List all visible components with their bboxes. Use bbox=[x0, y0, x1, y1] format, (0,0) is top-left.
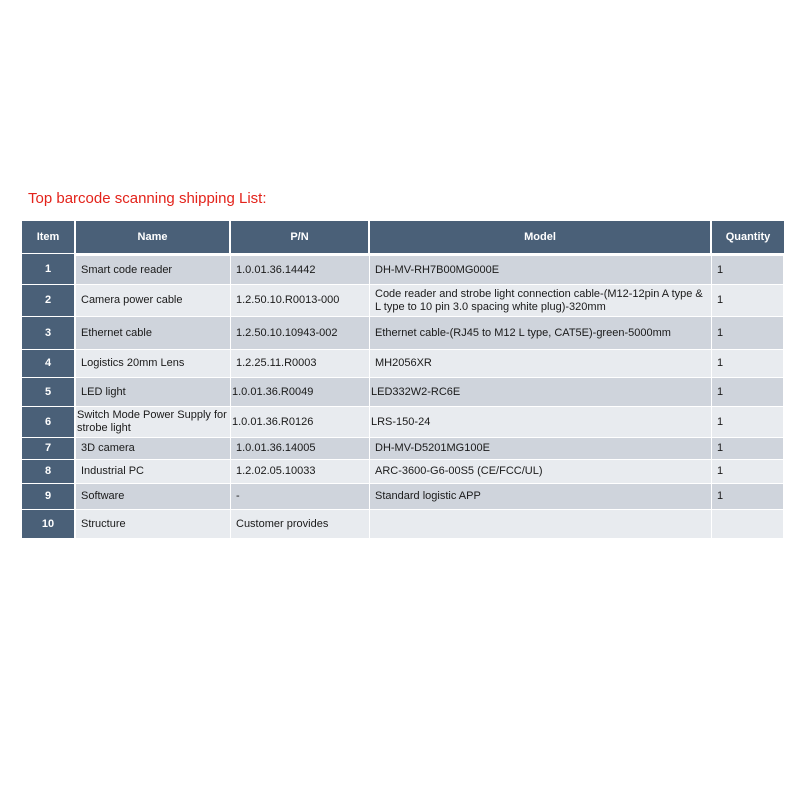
item-model: ARC-3600-G6-00S5 (CE/FCC/UL) bbox=[370, 459, 712, 483]
header-pn: P/N bbox=[231, 221, 370, 253]
item-number: 2 bbox=[22, 284, 76, 316]
table-row bbox=[22, 253, 784, 284]
table-row bbox=[22, 284, 784, 316]
item-pn: 1.0.01.36.14005 bbox=[231, 437, 370, 459]
item-model: Ethernet cable-(RJ45 to M12 L type, CAT5E)-green-5000mm bbox=[370, 316, 712, 349]
item-number: 10 bbox=[22, 509, 76, 538]
item-quantity bbox=[712, 509, 784, 538]
item-name: Software bbox=[76, 483, 231, 509]
header-model: Model bbox=[370, 221, 712, 253]
item-number: 1 bbox=[22, 253, 76, 284]
item-name: Ethernet cable bbox=[76, 316, 231, 349]
item-quantity: 1 bbox=[712, 459, 784, 483]
item-name: Camera power cable bbox=[76, 284, 231, 316]
item-number: 3 bbox=[22, 316, 76, 349]
item-pn: 1.0.01.36.R0126 bbox=[231, 406, 370, 437]
item-quantity: 1 bbox=[712, 437, 784, 459]
item-pn: 1.0.01.36.14442 bbox=[231, 253, 370, 284]
item-model: Code reader and strobe light connection cable-(M12-12pin A type & L type to 10 pin 3.0 spacing white plug)-320mm bbox=[370, 284, 712, 316]
item-model: LED332W2-RC6E bbox=[370, 377, 712, 406]
item-model bbox=[370, 509, 712, 538]
item-number: 5 bbox=[22, 377, 76, 406]
item-quantity: 1 bbox=[712, 316, 784, 349]
item-pn: 1.2.50.10.10943-002 bbox=[231, 316, 370, 349]
item-name: Switch Mode Power Supply for strobe light bbox=[76, 406, 231, 437]
item-model: DH-MV-D5201MG100E bbox=[370, 437, 712, 459]
list-title: Top barcode scanning shipping List: bbox=[28, 190, 267, 207]
header-quantity: Quantity bbox=[712, 221, 784, 253]
item-name: 3D camera bbox=[76, 437, 231, 459]
item-pn: 1.2.50.10.R0013-000 bbox=[231, 284, 370, 316]
item-quantity: 1 bbox=[712, 406, 784, 437]
item-quantity: 1 bbox=[712, 377, 784, 406]
table-row bbox=[22, 437, 784, 459]
item-name: Smart code reader bbox=[76, 253, 231, 284]
item-number: 6 bbox=[22, 406, 76, 437]
item-quantity: 1 bbox=[712, 349, 784, 377]
table-row bbox=[22, 377, 784, 406]
item-number: 7 bbox=[22, 437, 76, 459]
item-number: 8 bbox=[22, 459, 76, 483]
item-name: LED light bbox=[76, 377, 231, 406]
item-quantity: 1 bbox=[712, 253, 784, 284]
table-header-row bbox=[22, 221, 784, 253]
item-name: Structure bbox=[76, 509, 231, 538]
item-model: MH2056XR bbox=[370, 349, 712, 377]
table-row bbox=[22, 349, 784, 377]
header-item: Item bbox=[22, 221, 76, 253]
item-pn: 1.2.02.05.10033 bbox=[231, 459, 370, 483]
table-row bbox=[22, 459, 784, 483]
item-model: Standard logistic APP bbox=[370, 483, 712, 509]
item-pn: Customer provides bbox=[231, 509, 370, 538]
item-name: Industrial PC bbox=[76, 459, 231, 483]
table-row bbox=[22, 483, 784, 509]
item-model: DH-MV-RH7B00MG000E bbox=[370, 253, 712, 284]
item-number: 4 bbox=[22, 349, 76, 377]
table-row bbox=[22, 406, 784, 437]
item-pn: - bbox=[231, 483, 370, 509]
header-name: Name bbox=[76, 221, 231, 253]
item-pn: 1.0.01.36.R0049 bbox=[231, 377, 370, 406]
table-row bbox=[22, 509, 784, 538]
shipping-table bbox=[22, 221, 784, 538]
item-model: LRS-150-24 bbox=[370, 406, 712, 437]
item-number: 9 bbox=[22, 483, 76, 509]
item-quantity: 1 bbox=[712, 483, 784, 509]
item-name: Logistics 20mm Lens bbox=[76, 349, 231, 377]
table-row bbox=[22, 316, 784, 349]
item-quantity: 1 bbox=[712, 284, 784, 316]
item-pn: 1.2.25.11.R0003 bbox=[231, 349, 370, 377]
